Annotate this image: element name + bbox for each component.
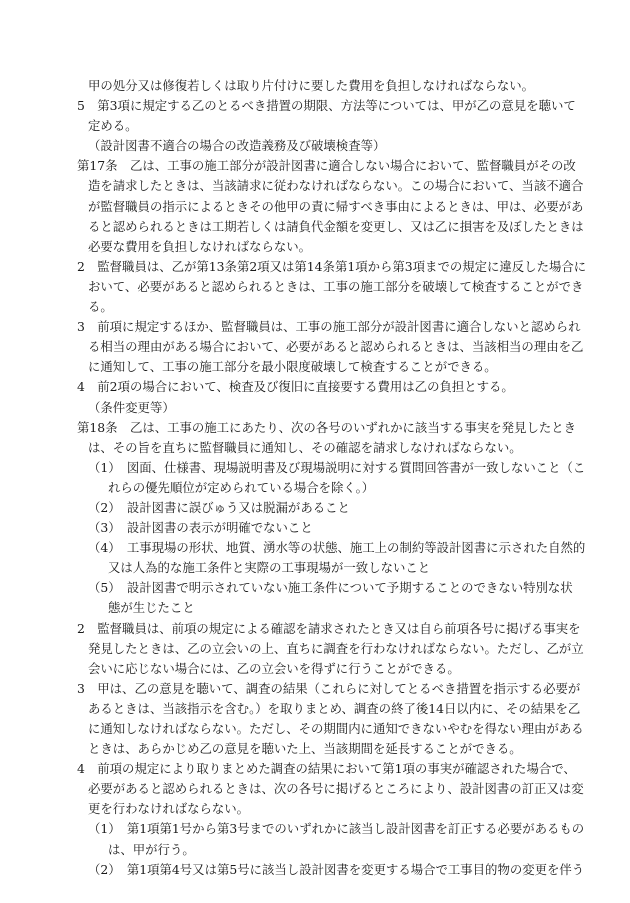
paragraph-2: 2 監督職員は、前項の規定による確認を請求されたとき又は自ら前項各号に掲げる事実を	[77, 620, 581, 636]
paragraph-4: 4 前項の規定により取りまとめた調査の結果において第1項の事実が確認された場合で、	[77, 761, 576, 777]
text-line: 発見したときは、乙の立会いの上、直ちに調査を行わなければならない。ただし、乙が立	[88, 640, 584, 656]
text-line: 又は人為的な施工条件と実際の工事現場が一致しないこと	[108, 560, 431, 576]
text-line: は、その旨を直ちに監督職員に通知し、その確認を請求しなければならない。	[88, 439, 522, 455]
list-item: （5） 設計図書で明示されていない施工条件について予期することのできない特別な状	[88, 580, 573, 596]
text-line: あるときは、当該指示を含む。）を取りまとめ、調査の終了後14日以内に、その結果を乙	[88, 700, 581, 716]
list-item: （1） 図面、仕様書、現場説明書及び現場説明に対する質問回答書が一致しないこと（こ	[88, 459, 586, 475]
list-item: （2） 設計図書に誤びゅう又は脱漏があること	[88, 499, 350, 515]
text-line: に通知しなければならない。ただし、その期間内に通知できないやむを得ない理由がある	[88, 721, 584, 736]
text-line: 態が生じたこと	[108, 600, 195, 616]
text-line: に通知して、工事の施工部分を最小限度破壊して検査することができる。	[88, 359, 497, 375]
text-line: る。	[88, 299, 113, 315]
list-item: （4） 工事現場の形状、地質、湧水等の状態、施工上の制約等設計図書に示された自然的	[88, 540, 586, 556]
list-item: （1） 第1項第1号から第3号までのいずれかに該当し設計図書を訂正する必要があるもの	[88, 821, 585, 837]
article-caption: （条件変更等）	[88, 399, 175, 415]
paragraph-4: 4 前2項の場合において、検査及び復旧に直接要する費用は乙の負担とする。	[77, 379, 514, 395]
text-line: 更を行わなければならない。	[88, 801, 250, 817]
text-line: が監督職員の指示によるときその他甲の責に帰すべき事由によるときは、甲は、必要があ	[88, 198, 584, 214]
list-item: （2） 第1項第4号又は第5号に該当し設計図書を変更する場合で工事目的物の変更を伴う	[88, 861, 585, 877]
paragraph-3: 3 甲は、乙の意見を聴いて、調査の結果（これらに対してとるべき措置を指示する必要が	[77, 680, 581, 696]
text-line: ときは、あらかじめ乙の意見を聴いた上、当該期間を延長することができる。	[88, 741, 522, 757]
text-line: 定める。	[88, 118, 138, 134]
text-line: 造を請求したときは、当該請求に従わなければならない。この場合において、当該不適合	[88, 178, 584, 194]
text-line: 甲の処分又は修復若しくは取り片付けに要した費用を負担しなければならない。	[88, 78, 535, 93]
text-line: 必要があると認められるときは、次の各号に掲げるところにより、設計図書の訂正又は変	[88, 781, 584, 797]
article-18-heading: 第18条 乙は、工事の施工にあたり、次の各号のいずれかに該当する事実を発見したとき	[77, 419, 577, 435]
article-17-heading: 第17条 乙は、工事の施工部分が設計図書に適合しない場合において、監督職員がその改	[77, 158, 576, 174]
paragraph-3: 3 前項に規定するほか、監督職員は、工事の施工部分が設計図書に適合しないと認められ	[77, 319, 581, 335]
text-line: 会いに応じない場合には、乙の立会いを得ずに行うことができる。	[88, 660, 460, 676]
text-line: は、甲が行う。	[108, 841, 195, 857]
paragraph-2: 2 監督職員は、乙が第13条第2項又は第14条第1項から第3項までの規定に違反した場合に	[77, 258, 587, 274]
text-line: る相当の理由がある場合において、必要があると認められるときは、当該相当の理由を乙	[88, 339, 584, 355]
paragraph-5: 5 第3項に規定する乙のとるべき措置の期限、方法等については、甲が乙の意見を聴いて	[77, 98, 576, 114]
text-line: 必要な費用を負担しなければならない。	[88, 238, 312, 254]
text-line: ると認められるときは工期若しくは請負代金額を変更し、又は乙に損害を及ぼしたときは	[88, 218, 584, 234]
article-caption: （設計図書不適合の場合の改造義務及び破壊検査等）	[88, 138, 386, 154]
text-line: れらの優先順位が定められている場合を除く。）	[108, 479, 375, 495]
list-item: （3） 設計図書の表示が明確でないこと	[88, 520, 313, 536]
text-line: おいて、必要があると認められるときは、工事の施工部分を破壊して検査することができ	[88, 278, 584, 294]
